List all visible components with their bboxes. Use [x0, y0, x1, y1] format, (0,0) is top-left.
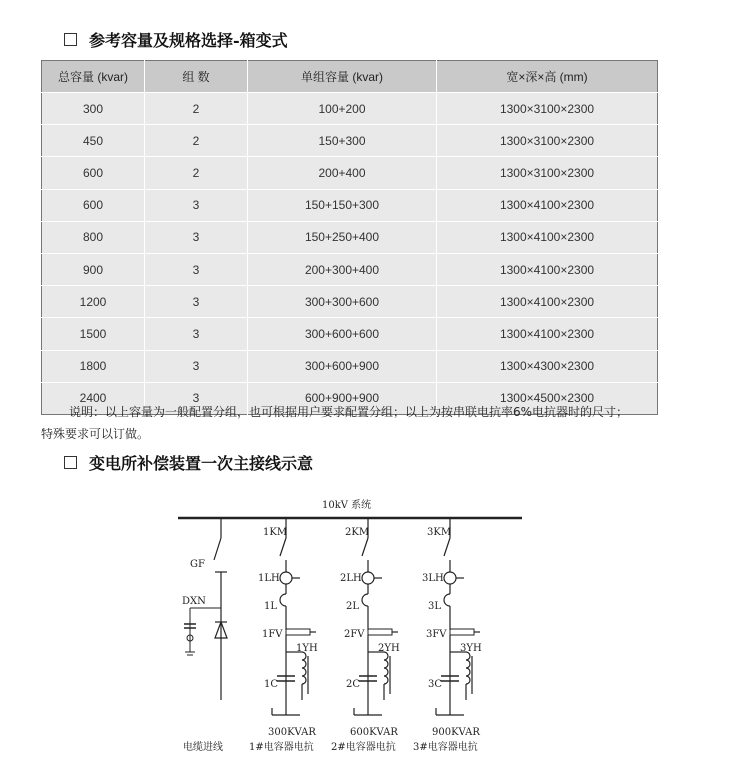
coil-icon	[302, 652, 306, 684]
table-row	[42, 318, 658, 350]
reactor-icon	[362, 594, 368, 606]
table-row	[42, 286, 658, 318]
branch-desc: 3#电容器电抗	[413, 742, 478, 753]
cell-dimensions: 1300×3100×2300	[437, 157, 658, 189]
header-total-capacity: 总容量 (kvar)	[42, 61, 145, 93]
checkbox-icon	[64, 33, 77, 46]
header-dimensions: 宽×深×高 (mm)	[437, 61, 658, 93]
cell-group-count: 2	[145, 157, 248, 189]
cell-single-capacity: 300+600+600	[248, 318, 437, 350]
kvar-label: 600KVAR	[350, 727, 398, 738]
km-label: 1KM	[263, 527, 288, 538]
cell-single-capacity: 200+400	[248, 157, 437, 189]
cell-total-capacity: 1200	[42, 286, 145, 318]
cell-total-capacity: 2400	[42, 382, 145, 414]
yh-label: 3YH	[460, 643, 482, 654]
table-row	[42, 93, 658, 125]
cell-group-count: 2	[145, 93, 248, 125]
cell-dimensions: 1300×4100×2300	[437, 253, 658, 285]
header-single-capacity: 单组容量 (kvar)	[248, 61, 437, 93]
table-row	[42, 221, 658, 253]
note-line-2: 特殊要求可以订做。	[41, 427, 150, 441]
cell-single-capacity: 100+200	[248, 93, 437, 125]
cell-single-capacity: 200+300+400	[248, 253, 437, 285]
gf-label: GF	[190, 559, 205, 570]
current-transformer-icon	[444, 572, 456, 584]
yh-label: 2YH	[378, 643, 400, 654]
cell-dimensions: 1300×3100×2300	[437, 93, 658, 125]
fuse-icon	[368, 629, 392, 635]
km-label: 3KM	[427, 527, 452, 538]
cell-group-count: 3	[145, 286, 248, 318]
reactor-icon	[444, 594, 450, 606]
coil-icon	[384, 652, 388, 684]
cell-dimensions: 1300×4100×2300	[437, 189, 658, 221]
cell-dimensions: 1300×4100×2300	[437, 286, 658, 318]
spec-table	[41, 60, 658, 415]
branch-desc: 1#电容器电抗	[249, 742, 314, 753]
capacitor-branch	[331, 518, 400, 753]
kvar-label: 300KVAR	[268, 727, 316, 738]
capacitor-branch	[413, 518, 482, 753]
section-title-text: 变电所补偿装置一次主接线示意	[89, 454, 314, 473]
l-label: 2L	[346, 601, 360, 612]
l-label: 1L	[264, 601, 278, 612]
switch-icon	[280, 538, 286, 556]
dxn-label: DXN	[182, 596, 206, 607]
cell-single-capacity: 150+150+300	[248, 189, 437, 221]
system-label: 10kV 系统	[322, 500, 372, 511]
cable-label: 电缆进线	[183, 742, 223, 753]
cell-group-count: 3	[145, 318, 248, 350]
wiring-diagram	[0, 480, 730, 783]
table-row	[42, 350, 658, 382]
cell-total-capacity: 600	[42, 157, 145, 189]
cell-single-capacity: 150+300	[248, 125, 437, 157]
table-row	[42, 253, 658, 285]
incoming-branch	[182, 518, 227, 753]
l-label: 3L	[428, 601, 442, 612]
lh-label: 2LH	[340, 573, 362, 584]
fuse-icon	[286, 629, 310, 635]
header-group-count: 组 数	[145, 61, 248, 93]
coil-icon	[466, 652, 470, 684]
c-label: 1C	[264, 679, 279, 690]
cell-dimensions: 1300×4500×2300	[437, 382, 658, 414]
note-line-1: 说明：以上容量为一般配置分组，也可根据用户要求配置分组；以上为按串联电抗率6%电抗器时的尺寸；	[69, 405, 629, 419]
current-transformer-icon	[362, 572, 374, 584]
checkbox-icon	[64, 456, 77, 469]
km-label: 2KM	[345, 527, 370, 538]
cell-single-capacity: 600+900+900	[248, 382, 437, 414]
cell-group-count: 3	[145, 253, 248, 285]
switch-icon	[444, 538, 450, 556]
capacitor-branch	[249, 518, 318, 753]
cell-dimensions: 1300×3100×2300	[437, 125, 658, 157]
fuse-icon	[450, 629, 474, 635]
cell-group-count: 2	[145, 125, 248, 157]
section-title-text: 参考容量及规格选择-箱变式	[89, 31, 288, 50]
table-row	[42, 125, 658, 157]
cell-dimensions: 1300×4100×2300	[437, 318, 658, 350]
cell-total-capacity: 1800	[42, 350, 145, 382]
reactor-icon	[280, 594, 286, 606]
cell-group-count: 3	[145, 350, 248, 382]
cell-total-capacity: 300	[42, 93, 145, 125]
cell-group-count: 3	[145, 382, 248, 414]
yh-label: 1YH	[296, 643, 318, 654]
table-header-row	[42, 61, 658, 93]
table-row	[42, 157, 658, 189]
switch-icon	[362, 538, 368, 556]
cell-total-capacity: 600	[42, 189, 145, 221]
kvar-label: 900KVAR	[432, 727, 480, 738]
fv-label: 2FV	[344, 629, 365, 640]
section-title-diagram	[64, 451, 313, 474]
cell-total-capacity: 1500	[42, 318, 145, 350]
fv-label: 1FV	[262, 629, 283, 640]
cell-total-capacity: 800	[42, 221, 145, 253]
cell-total-capacity: 450	[42, 125, 145, 157]
lh-label: 1LH	[258, 573, 280, 584]
cell-group-count: 3	[145, 221, 248, 253]
fv-label: 3FV	[426, 629, 447, 640]
note	[41, 401, 681, 445]
table-row	[42, 189, 658, 221]
cell-total-capacity: 900	[42, 253, 145, 285]
cell-group-count: 3	[145, 189, 248, 221]
lh-label: 3LH	[422, 573, 444, 584]
cell-dimensions: 1300×4100×2300	[437, 221, 658, 253]
current-transformer-icon	[280, 572, 292, 584]
cell-single-capacity: 300+300+600	[248, 286, 437, 318]
cell-single-capacity: 300+600+900	[248, 350, 437, 382]
branch-desc: 2#电容器电抗	[331, 742, 396, 753]
section-title-specs	[64, 28, 288, 51]
cell-dimensions: 1300×4300×2300	[437, 350, 658, 382]
c-label: 2C	[346, 679, 361, 690]
cell-single-capacity: 150+250+400	[248, 221, 437, 253]
c-label: 3C	[428, 679, 443, 690]
